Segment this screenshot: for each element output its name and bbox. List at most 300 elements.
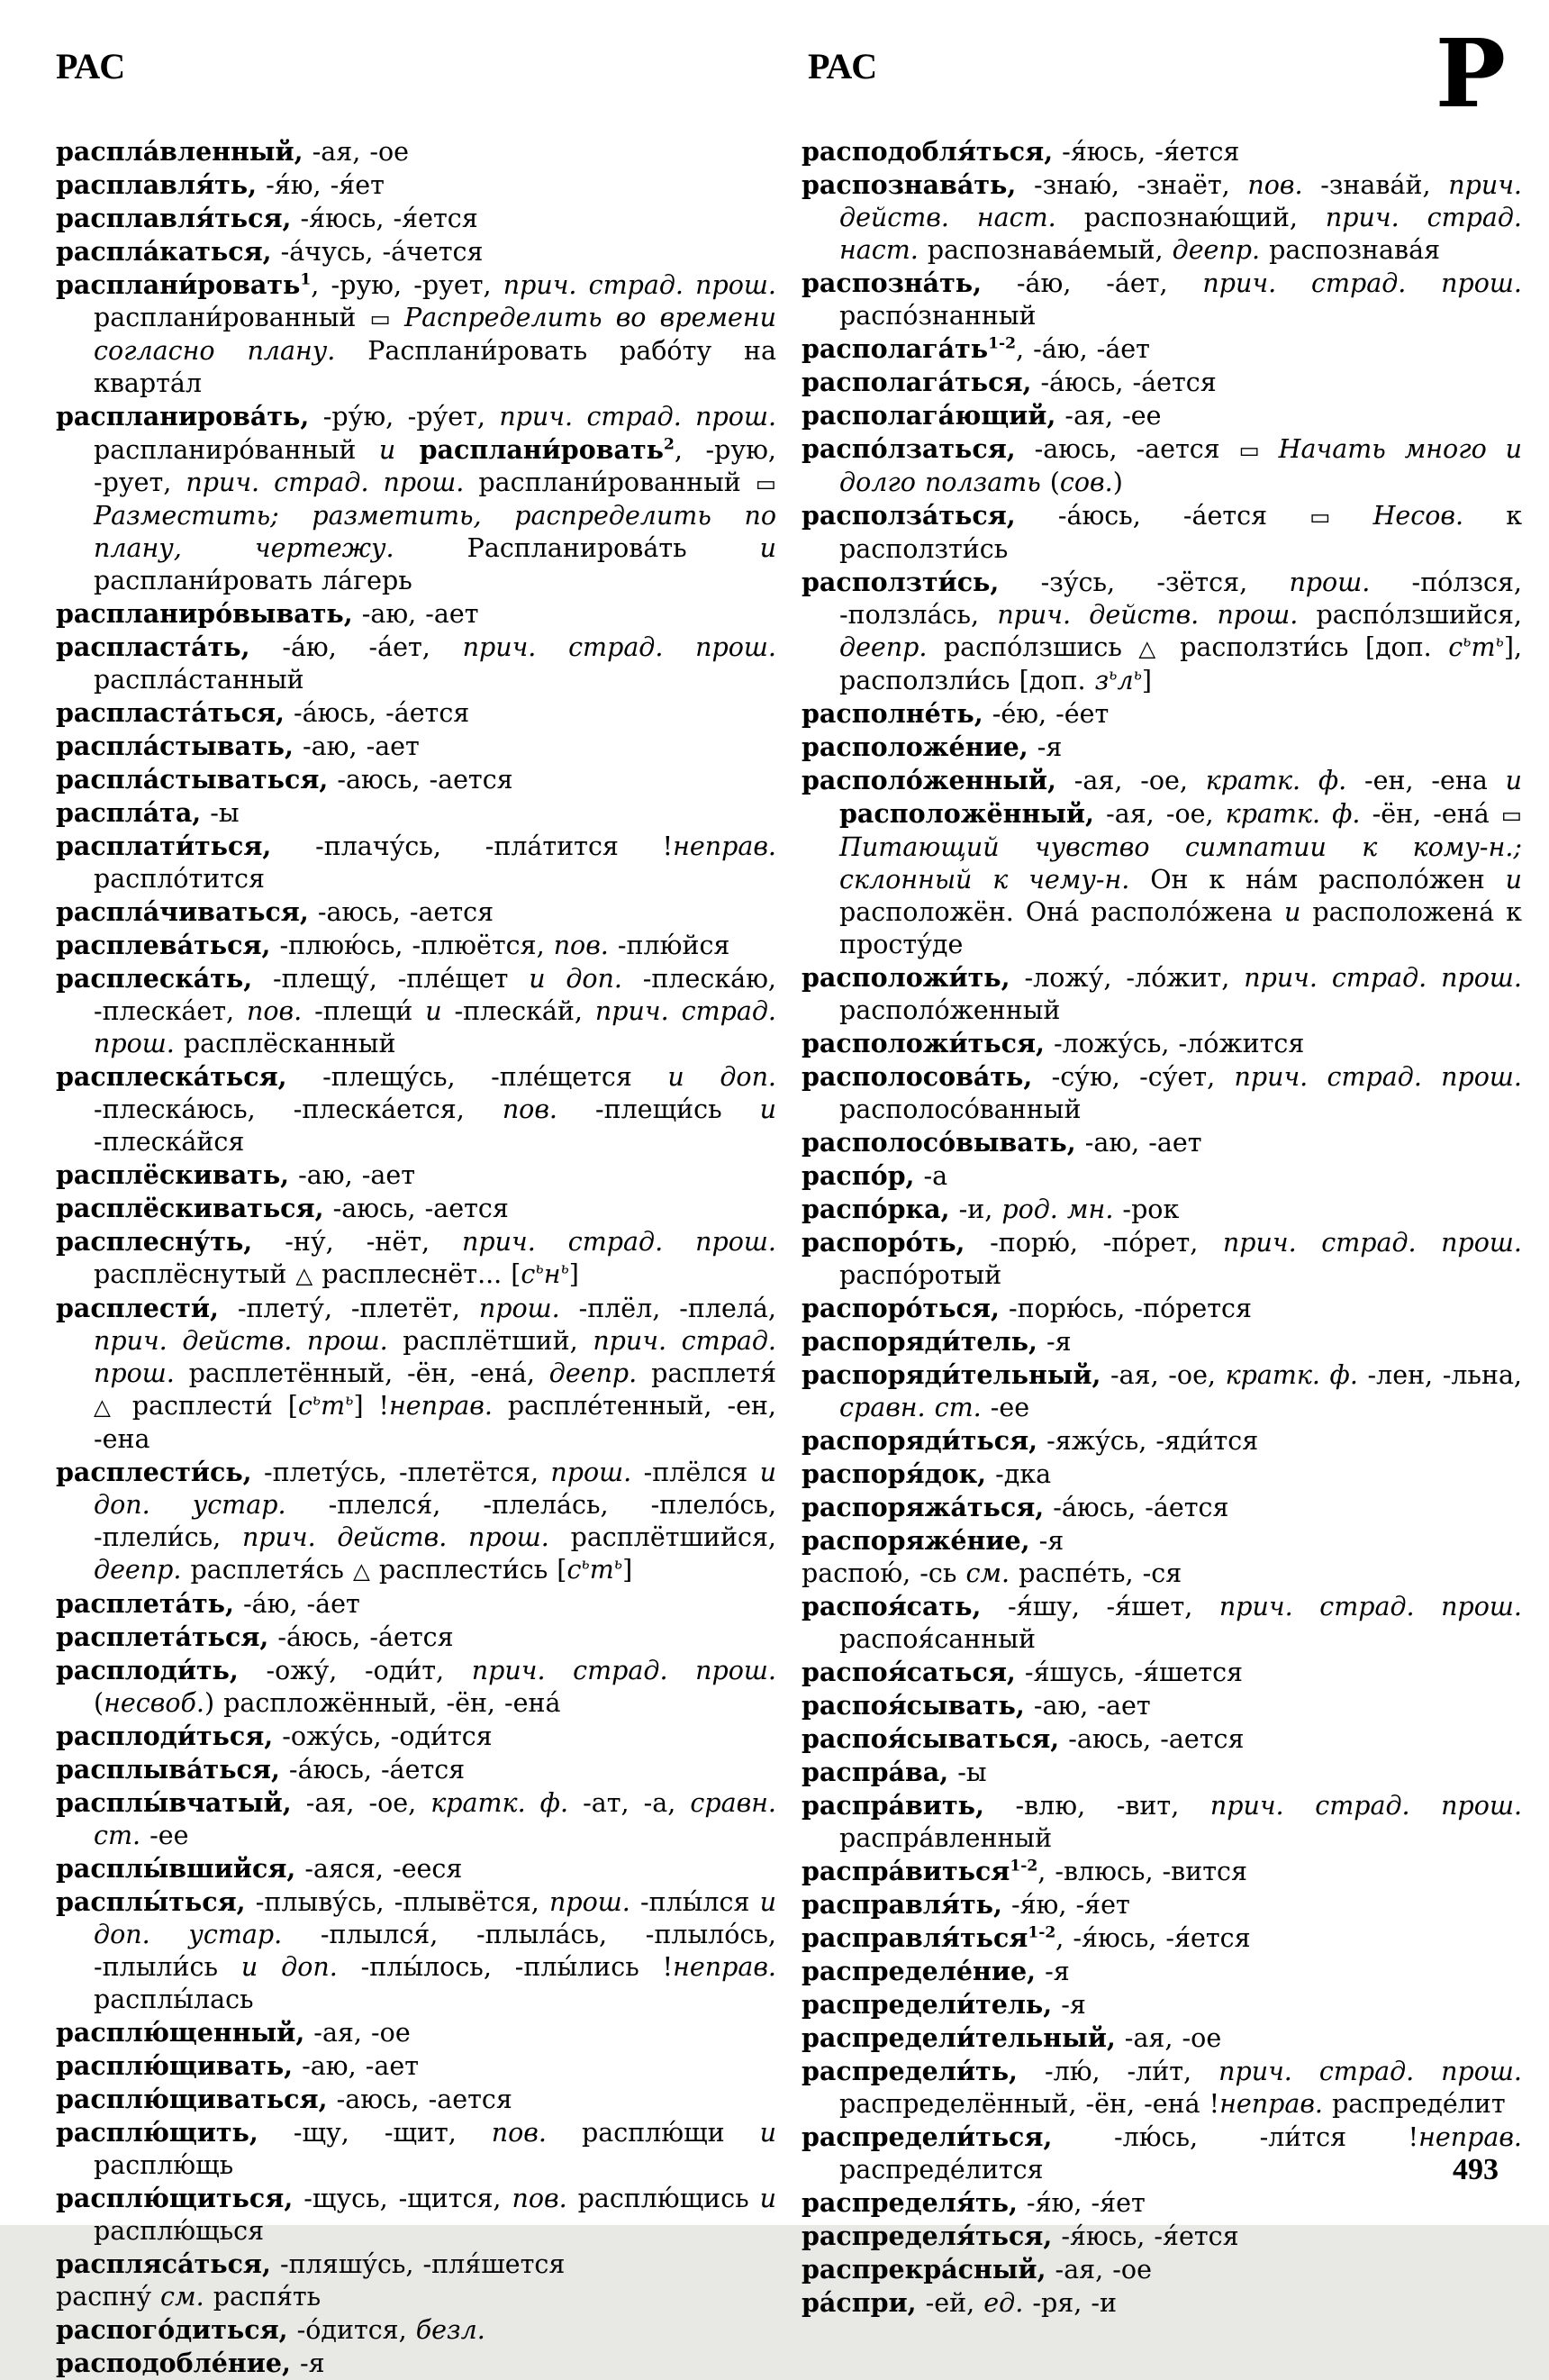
headword: распоя́саться, bbox=[802, 1657, 1016, 1687]
headword: распределе́ние, bbox=[802, 1956, 1037, 1986]
entry-text: -щусь, -щится, bbox=[293, 2184, 512, 2213]
entry-text: -ая, -ое bbox=[304, 2018, 411, 2048]
headword: распоро́ть, bbox=[802, 1227, 965, 1258]
dictionary-entry bbox=[802, 2121, 1522, 2186]
headword: расплёскивать, bbox=[56, 1159, 290, 1190]
entry-text: з bbox=[1094, 666, 1110, 695]
dictionary-entry bbox=[802, 1424, 1522, 1458]
entry-text: -я́шусь, -я́шется bbox=[1015, 1658, 1244, 1687]
entry-text: расплётший, bbox=[387, 1326, 593, 1356]
entry-text: и bbox=[425, 996, 442, 1026]
headword: распредели́тельный, bbox=[802, 2022, 1116, 2053]
entry-text: ▭ bbox=[755, 470, 776, 496]
entry-text: прич. действ. прош. bbox=[94, 1326, 388, 1356]
dictionary-entry bbox=[56, 268, 776, 400]
entry-text: -ей, bbox=[916, 2288, 984, 2318]
entry-text: пов. bbox=[512, 2184, 567, 2213]
entry-text: -я bbox=[1037, 1327, 1072, 1357]
dictionary-entry bbox=[802, 1126, 1522, 1159]
headword: распредели́тель, bbox=[802, 1989, 1053, 2020]
entry-text: -аю, -ает bbox=[1075, 1128, 1202, 1158]
headword: распла́вленный, bbox=[56, 136, 303, 167]
entry-text: -плы́лся bbox=[630, 1887, 760, 1917]
entry-text: распреде́лит bbox=[1322, 2089, 1506, 2119]
entry-text: -а́чусь, -а́чется bbox=[271, 237, 484, 267]
dictionary-entry bbox=[802, 332, 1522, 366]
entry-text: пов. bbox=[502, 1095, 557, 1124]
entry-text: сов. bbox=[1059, 468, 1113, 497]
entry-text: прош. bbox=[478, 1294, 560, 1323]
headword: располне́ть, bbox=[802, 698, 983, 729]
entry-text: несвоб. bbox=[104, 1688, 204, 1718]
dictionary-entry bbox=[802, 1789, 1522, 1855]
dictionary-entry bbox=[56, 2016, 776, 2049]
entry-text: прош. bbox=[550, 1458, 632, 1487]
entry-text: прич. страд. прош. bbox=[94, 1326, 776, 1388]
headword: располага́ться, bbox=[802, 367, 1032, 397]
entry-text: -аю, -ает bbox=[293, 731, 420, 761]
entry-text: -ая, -ое bbox=[1115, 2023, 1222, 2053]
headword: расплани́ровать bbox=[56, 269, 301, 300]
headword: расплыва́ться, bbox=[56, 1754, 280, 1785]
headword: расположённый, bbox=[839, 798, 1094, 829]
headword: распредели́ть, bbox=[802, 2056, 1018, 2086]
headword: распредели́ться, bbox=[802, 2121, 1053, 2152]
headword: распо́лзаться, bbox=[802, 433, 1016, 464]
entry-text: распла́станный bbox=[94, 665, 304, 695]
entry-text: 1-2 bbox=[1028, 1923, 1056, 1942]
entry-text: неправ. bbox=[673, 831, 776, 861]
entry-text: прич. страд. наст. bbox=[839, 203, 1522, 265]
headword: распла́стывать, bbox=[56, 731, 294, 761]
entry-text: -дка bbox=[986, 1459, 1052, 1489]
headword: распоряди́ться, bbox=[802, 1425, 1038, 1456]
dictionary-entry bbox=[802, 1060, 1522, 1126]
entry-text: Разместить; разметить, распределить по плану, чертежу. bbox=[94, 501, 776, 563]
entry-text: -плету́, -плетёт, bbox=[218, 1294, 479, 1323]
entry-text: -аю, -ает bbox=[289, 1160, 415, 1190]
headword: расплесну́ть, bbox=[56, 1226, 253, 1257]
entry-text: Питающий чувство симпатии к кому-н.; склонный к чему-н. bbox=[839, 832, 1522, 895]
entry-text: -а́юсь, -а́ется bbox=[268, 1622, 454, 1652]
entry-text: ь bbox=[1109, 666, 1118, 685]
entry-text: прич. страд. прош. bbox=[1202, 268, 1522, 298]
dictionary-entry bbox=[802, 267, 1522, 332]
entry-text: -порю́сь, -по́рется bbox=[999, 1294, 1252, 1323]
running-head-center: РАС bbox=[808, 46, 879, 86]
entry-text: -ру́ю, -ру́ет, bbox=[309, 402, 500, 431]
headword: распределя́ть, bbox=[802, 2187, 1018, 2218]
entry-text: прич. страд. прош. bbox=[1234, 1062, 1522, 1092]
entry-text: л bbox=[1117, 666, 1134, 695]
entry-text: -аюсь, -ается bbox=[328, 765, 513, 795]
entry-text: ▭ bbox=[1238, 437, 1260, 463]
entry-text: с bbox=[1448, 632, 1463, 662]
dictionary-entry bbox=[802, 1888, 1522, 1921]
headword: расплю́щить, bbox=[56, 2117, 258, 2148]
headword: распоя́сать, bbox=[802, 1591, 982, 1621]
dictionary-entry bbox=[56, 1192, 776, 1225]
headword: расподобля́ться, bbox=[802, 136, 1054, 167]
running-head-left: РАС bbox=[56, 46, 127, 86]
entry-text: распланиро́ванный bbox=[94, 435, 379, 465]
entry-text: прич. страд. прош. bbox=[186, 468, 465, 497]
entry-text: -ложу́сь, -ло́жится bbox=[1044, 1029, 1305, 1058]
dictionary-entry bbox=[56, 235, 776, 268]
entry-text: , -рую, -рует, bbox=[94, 435, 776, 497]
dictionary-entry bbox=[56, 830, 776, 895]
dictionary-entry bbox=[802, 2021, 1522, 2055]
entry-text: неправ. bbox=[1219, 2089, 1323, 2119]
entry-text: -аюсь, -ается bbox=[1059, 1724, 1245, 1754]
entry-text: -о́дится, bbox=[287, 2315, 416, 2345]
entry-text: неправ. bbox=[673, 1952, 776, 1982]
entry-text: -я́юсь, -я́ется bbox=[1053, 137, 1240, 167]
entry-text: расплю́щься bbox=[94, 2216, 265, 2246]
entry-text: распо́лзшись bbox=[927, 632, 1139, 662]
entry-text: △ bbox=[1138, 635, 1164, 661]
entry-text: Начать много и долго ползать bbox=[839, 434, 1522, 497]
dictionary-entry bbox=[56, 895, 776, 929]
headword: расплы́вчатый, bbox=[56, 1787, 292, 1818]
entry-text: расплетя́сь bbox=[181, 1555, 353, 1585]
entry-text: , -а́ю, -а́ет bbox=[1016, 334, 1150, 364]
headword: распоряже́ние, bbox=[802, 1525, 1030, 1556]
dictionary-entry bbox=[802, 366, 1522, 399]
entry-text: ▭ bbox=[1309, 504, 1331, 530]
page-number: 493 bbox=[1453, 2153, 1499, 2186]
dictionary-entry bbox=[56, 1786, 776, 1852]
entry-text: -а́юсь, -а́ется bbox=[284, 698, 470, 728]
entry-text: -я́юсь, -я́ется bbox=[291, 204, 478, 233]
entry-text: прич. страд. прош. bbox=[1218, 2057, 1522, 2086]
entry-text: расплани́рованный bbox=[464, 468, 756, 497]
entry-text: прош. bbox=[1289, 568, 1371, 597]
entry-text: с bbox=[297, 1391, 313, 1421]
dictionary-entry bbox=[56, 763, 776, 796]
entry-text: распле́тенный, -ен, -ена bbox=[94, 1391, 776, 1454]
entry-text: кратк. ф. bbox=[1205, 766, 1347, 795]
entry-text: -плюю́сь, -плюётся, bbox=[270, 931, 554, 960]
headword: располосова́ть, bbox=[802, 1061, 1033, 1092]
dictionary-entry bbox=[802, 135, 1522, 168]
entry-text: -плеска́й, bbox=[441, 996, 595, 1026]
entry-text: распо́лзшийся, bbox=[1298, 600, 1522, 630]
dictionary-entry bbox=[56, 168, 776, 202]
entry-text: пов. bbox=[491, 2118, 547, 2148]
entry-text: расползти́сь [доп. bbox=[1163, 632, 1449, 662]
entry-text: ь bbox=[345, 1391, 354, 1410]
entry-text: -лю́, -ли́т, bbox=[1017, 2057, 1219, 2086]
entry-text: к расползти́сь bbox=[839, 501, 1523, 564]
dictionary-entry bbox=[56, 2116, 776, 2182]
entry-text: и bbox=[759, 533, 776, 563]
entry-text: -плещу́, -пле́щет bbox=[252, 964, 530, 994]
entry-text: , -влюсь, -вится bbox=[1037, 1857, 1247, 1886]
dictionary-entry bbox=[56, 2248, 776, 2281]
entry-text: -яжу́сь, -яди́тся bbox=[1037, 1426, 1259, 1456]
entry-text: деепр. bbox=[94, 1555, 182, 1585]
entry-text: -аюсь, -ается bbox=[308, 897, 494, 927]
entry-text: -а bbox=[914, 1161, 948, 1191]
entry-text: -ая, -ое, bbox=[1093, 799, 1226, 829]
entry-text: располосо́ванный bbox=[839, 1095, 1082, 1124]
dictionary-entry bbox=[802, 566, 1522, 697]
entry-text: расплы́лась bbox=[94, 1985, 254, 2014]
entry-text: -аю, -ает bbox=[293, 2051, 419, 2081]
headword: расправля́ть, bbox=[802, 1889, 1002, 1920]
entry-text: деепр. bbox=[548, 1358, 638, 1388]
dictionary-entry bbox=[56, 1158, 776, 1192]
entry-text: расположена́ к просту́де bbox=[839, 897, 1522, 959]
entry-text: ь bbox=[535, 1259, 544, 1278]
entry-text: -аю, -ает bbox=[1024, 1691, 1151, 1721]
entry-text: прич. действ. прош. bbox=[997, 600, 1299, 630]
entry-text: -аяся, -ееся bbox=[295, 1854, 463, 1884]
headword: распоро́ться, bbox=[802, 1293, 1000, 1323]
dictionary-entry bbox=[56, 1292, 776, 1456]
entry-text: -плещи́сь bbox=[557, 1095, 760, 1124]
entry-text: и доп. bbox=[529, 964, 622, 994]
headword: распоряди́тельный, bbox=[802, 1359, 1101, 1390]
entry-text: -ая, -ее bbox=[1055, 401, 1162, 431]
entry-text: прич. страд. прош. bbox=[94, 996, 776, 1058]
entry-text: прич. действ. наст. bbox=[839, 170, 1522, 232]
headword: распого́диться, bbox=[56, 2314, 288, 2345]
entry-text: -я bbox=[1029, 1526, 1064, 1556]
entry-text: ] bbox=[568, 1259, 579, 1289]
entry-text: н bbox=[543, 1259, 561, 1289]
entry-text: -я́шу, -я́шет, bbox=[981, 1592, 1219, 1621]
dictionary-entry bbox=[56, 2049, 776, 2083]
entry-text: -я́юсь, -я́ется bbox=[1052, 2221, 1239, 2251]
dictionary-entry bbox=[56, 2281, 776, 2313]
entry-text: Расплани́ровать рабо́ту на кварта́л bbox=[94, 336, 776, 398]
headword: расплести́, bbox=[56, 1293, 219, 1323]
entry-text: △ bbox=[295, 1262, 313, 1288]
headword: распоря́док, bbox=[802, 1458, 987, 1489]
entry-text: Распределить во времени согласно плану. bbox=[94, 303, 776, 366]
entry-text: расплести́ [ bbox=[116, 1391, 298, 1421]
dictionary-entry bbox=[802, 1988, 1522, 2021]
entry-text: ) распложённый, -ён, -ена́ bbox=[204, 1688, 561, 1718]
headword: распра́вить, bbox=[802, 1790, 984, 1821]
entry-text: -знава́й, bbox=[1302, 170, 1449, 200]
dictionary-entry bbox=[56, 1852, 776, 1885]
entry-text: распреде́лится bbox=[839, 2155, 1044, 2185]
headword: расплоди́ться, bbox=[56, 1721, 274, 1751]
entry-text: -влю, -вит, bbox=[983, 1791, 1210, 1821]
entry-text: ( bbox=[94, 1688, 104, 1718]
entry-text: ] ! bbox=[353, 1391, 390, 1421]
headword: расположи́ть, bbox=[802, 962, 1010, 993]
dictionary-entry bbox=[56, 2347, 776, 2380]
entry-text: расплю́щи bbox=[546, 2118, 760, 2148]
entry-text: -пляшу́сь, -пля́шется bbox=[270, 2249, 566, 2279]
entry-text: -плелся́, -плела́сь, -плело́сь, -плели́сь, bbox=[94, 1490, 776, 1552]
entry-text: -а́ю, -а́ет bbox=[233, 1589, 360, 1619]
entry-text: сравн. ст. bbox=[94, 1788, 776, 1850]
entry-text: распра́вленный bbox=[839, 1823, 1053, 1853]
dictionary-entry bbox=[56, 1720, 776, 1753]
entry-text: ▭ bbox=[369, 305, 391, 332]
entry-text: -ая, -ое bbox=[303, 137, 409, 167]
entry-text: расплёснутый bbox=[94, 1259, 296, 1289]
entry-text: -ложу́, -ло́жит, bbox=[1010, 963, 1245, 993]
entry-text: ь bbox=[312, 1391, 322, 1410]
headword: расплоди́ть, bbox=[56, 1655, 239, 1685]
dictionary-entry bbox=[56, 1654, 776, 1720]
entry-text: распоя́санный bbox=[839, 1624, 1036, 1654]
entry-text: и bbox=[759, 2184, 777, 2213]
page-header bbox=[56, 18, 1522, 137]
entry-text: ь bbox=[581, 1555, 590, 1574]
headword: расплести́сь, bbox=[56, 1457, 252, 1487]
headword: расподобле́ние, bbox=[56, 2348, 291, 2378]
entry-text: -знаю́, -знаёт, bbox=[1016, 170, 1248, 200]
headword: расплати́ться, bbox=[56, 831, 272, 861]
entry-text: -а́юсь, -а́ется bbox=[1015, 501, 1310, 531]
entry-text: и доп. bbox=[667, 1062, 776, 1092]
headword: распланирова́ть, bbox=[56, 401, 310, 431]
entry-text: сравн. ст. bbox=[839, 1393, 982, 1422]
dictionary-entry bbox=[802, 1590, 1522, 1656]
entry-text: расплетённый, -ён, -ена́, bbox=[174, 1358, 549, 1388]
entry-text bbox=[1260, 434, 1279, 464]
headword: распра́виться bbox=[802, 1856, 1010, 1886]
entry-text: и доп. устар. bbox=[94, 1458, 777, 1520]
headword: расплы́ться, bbox=[56, 1886, 246, 1917]
dictionary-entry bbox=[802, 2220, 1522, 2253]
entry-text: -плету́сь, -плетётся, bbox=[251, 1458, 551, 1487]
dictionary-entry bbox=[802, 1325, 1522, 1358]
entry-text: распя́ть bbox=[204, 2282, 322, 2312]
headword: располосо́вывать, bbox=[802, 1127, 1076, 1158]
dictionary-entry bbox=[802, 2286, 1522, 2320]
dictionary-entry bbox=[802, 1524, 1522, 1558]
headword: располага́ющий, bbox=[802, 400, 1056, 431]
entry-text: -ря, -и bbox=[1023, 2288, 1117, 2318]
headword: расположи́ться, bbox=[802, 1028, 1045, 1058]
headword: распла́чиваться, bbox=[56, 896, 309, 927]
entry-text: -плылся́, -плыла́сь, -плыло́сь, -плыли́сь bbox=[94, 1920, 776, 1982]
dictionary-entry bbox=[56, 2083, 776, 2116]
headword: расправля́ться bbox=[802, 1922, 1028, 1953]
headword: распла́каться, bbox=[56, 236, 272, 267]
dictionary-entry bbox=[56, 1885, 776, 2016]
entry-text: -плеска́йся bbox=[94, 1127, 245, 1157]
entry-text: -ожу́, -оди́т, bbox=[238, 1656, 472, 1685]
entry-text: 1-2 bbox=[988, 334, 1017, 353]
dictionary-entry bbox=[802, 168, 1522, 267]
entry-text: 1-2 bbox=[1010, 1857, 1038, 1876]
headword: расплета́ть, bbox=[56, 1588, 234, 1619]
entry-text: -ая, -ое, bbox=[1055, 766, 1206, 795]
entry-text: -плы́лось, -плы́лись ! bbox=[337, 1952, 674, 1982]
entry-text: прич. действ. прош. bbox=[241, 1522, 549, 1552]
dictionary-entry bbox=[802, 1689, 1522, 1722]
headword: расплю́щиваться, bbox=[56, 2084, 328, 2114]
entry-text: ( bbox=[1040, 468, 1060, 497]
headword: распозна́ть, bbox=[802, 268, 983, 298]
entry-text: 2 bbox=[664, 435, 675, 454]
entry-text: деепр. bbox=[839, 632, 928, 662]
entry-text: -а́юсь, -а́ется bbox=[279, 1755, 466, 1785]
entry-text: -плёлся bbox=[631, 1458, 760, 1487]
headword: расплавля́ться, bbox=[56, 203, 292, 233]
entry-text: т bbox=[1471, 632, 1496, 662]
entry-text: распою́, -сь bbox=[802, 1558, 966, 1588]
dictionary-entry bbox=[802, 1722, 1522, 1756]
entry-text: ь bbox=[613, 1555, 623, 1574]
entry-text: -ая, -ое bbox=[1046, 2255, 1152, 2285]
headword: распоряжа́ться, bbox=[802, 1492, 1045, 1522]
entry-text: -ен, -ена bbox=[1346, 766, 1506, 795]
headword: расплеска́ть, bbox=[56, 963, 253, 994]
entry-text: -плещи́ bbox=[302, 996, 426, 1026]
entry-text: -плеска́юсь, -плеска́ется, bbox=[94, 1095, 503, 1124]
headword: распределя́ться, bbox=[802, 2221, 1053, 2251]
dictionary-entry bbox=[802, 961, 1522, 1027]
entry-text: расположён. Она́ располо́жена bbox=[839, 897, 1284, 927]
entry-text: ▭ bbox=[1500, 802, 1522, 828]
entry-text: прич. страд. прош. bbox=[471, 1656, 776, 1685]
headword: распоя́сывать, bbox=[802, 1690, 1025, 1721]
entry-text: безл. bbox=[415, 2315, 485, 2345]
entry-text: -лен, -льна, bbox=[1357, 1360, 1522, 1390]
entry-text: 1 bbox=[300, 270, 312, 289]
headword: распоряди́тель, bbox=[802, 1326, 1037, 1357]
entry-text: -е́ю, -е́ет bbox=[983, 699, 1110, 729]
headword: распла́та, bbox=[56, 797, 202, 828]
dictionary-entry bbox=[56, 400, 776, 597]
dictionary-entry bbox=[56, 962, 776, 1060]
headword: расплавля́ть, bbox=[56, 169, 258, 200]
dictionary-entry bbox=[802, 731, 1522, 764]
entry-text: -а́ю, -а́ет, bbox=[982, 268, 1203, 298]
entry-text bbox=[391, 303, 404, 332]
entry-text: -аюсь, -ается bbox=[323, 1194, 509, 1223]
headword: расплева́ться, bbox=[56, 930, 271, 960]
section-letter: Р bbox=[1435, 18, 1506, 129]
entry-text: -ну́, -нёт, bbox=[252, 1227, 463, 1257]
headword: распляса́ться, bbox=[56, 2248, 271, 2279]
headword: распо́р, bbox=[802, 1160, 915, 1191]
entry-text: пов. bbox=[553, 931, 609, 960]
entry-text: -и, bbox=[949, 1195, 1002, 1224]
entry-text: △ bbox=[94, 1394, 117, 1420]
headword: располо́женный, bbox=[802, 765, 1056, 795]
headword: распланиро́вывать, bbox=[56, 598, 353, 629]
entry-text: распло́тится bbox=[94, 864, 265, 894]
entry-text: -я bbox=[1036, 1957, 1070, 1986]
dictionary-entry bbox=[802, 2253, 1522, 2286]
entry-text: -плыву́сь, -плывётся, bbox=[245, 1887, 549, 1917]
entry-text: распну́ bbox=[56, 2282, 161, 2312]
dictionary-entry bbox=[802, 1656, 1522, 1689]
entry-text: -а́юсь, -а́ется bbox=[1044, 1493, 1229, 1522]
entry-text: с bbox=[566, 1555, 582, 1585]
entry-text: расплеснёт... [ bbox=[313, 1259, 521, 1289]
entry-text: -аюсь, -ается bbox=[1015, 434, 1239, 464]
headword: располага́ть bbox=[802, 333, 989, 364]
entry-text: -плёл, -плела́, bbox=[559, 1294, 776, 1323]
entry-text: распознава́емый, bbox=[918, 235, 1173, 265]
entry-text: и bbox=[1284, 897, 1301, 927]
headword: распознава́ть, bbox=[802, 169, 1017, 200]
dictionary-entry bbox=[802, 2055, 1522, 2121]
entry-text: кратк. ф. bbox=[1225, 1360, 1358, 1390]
